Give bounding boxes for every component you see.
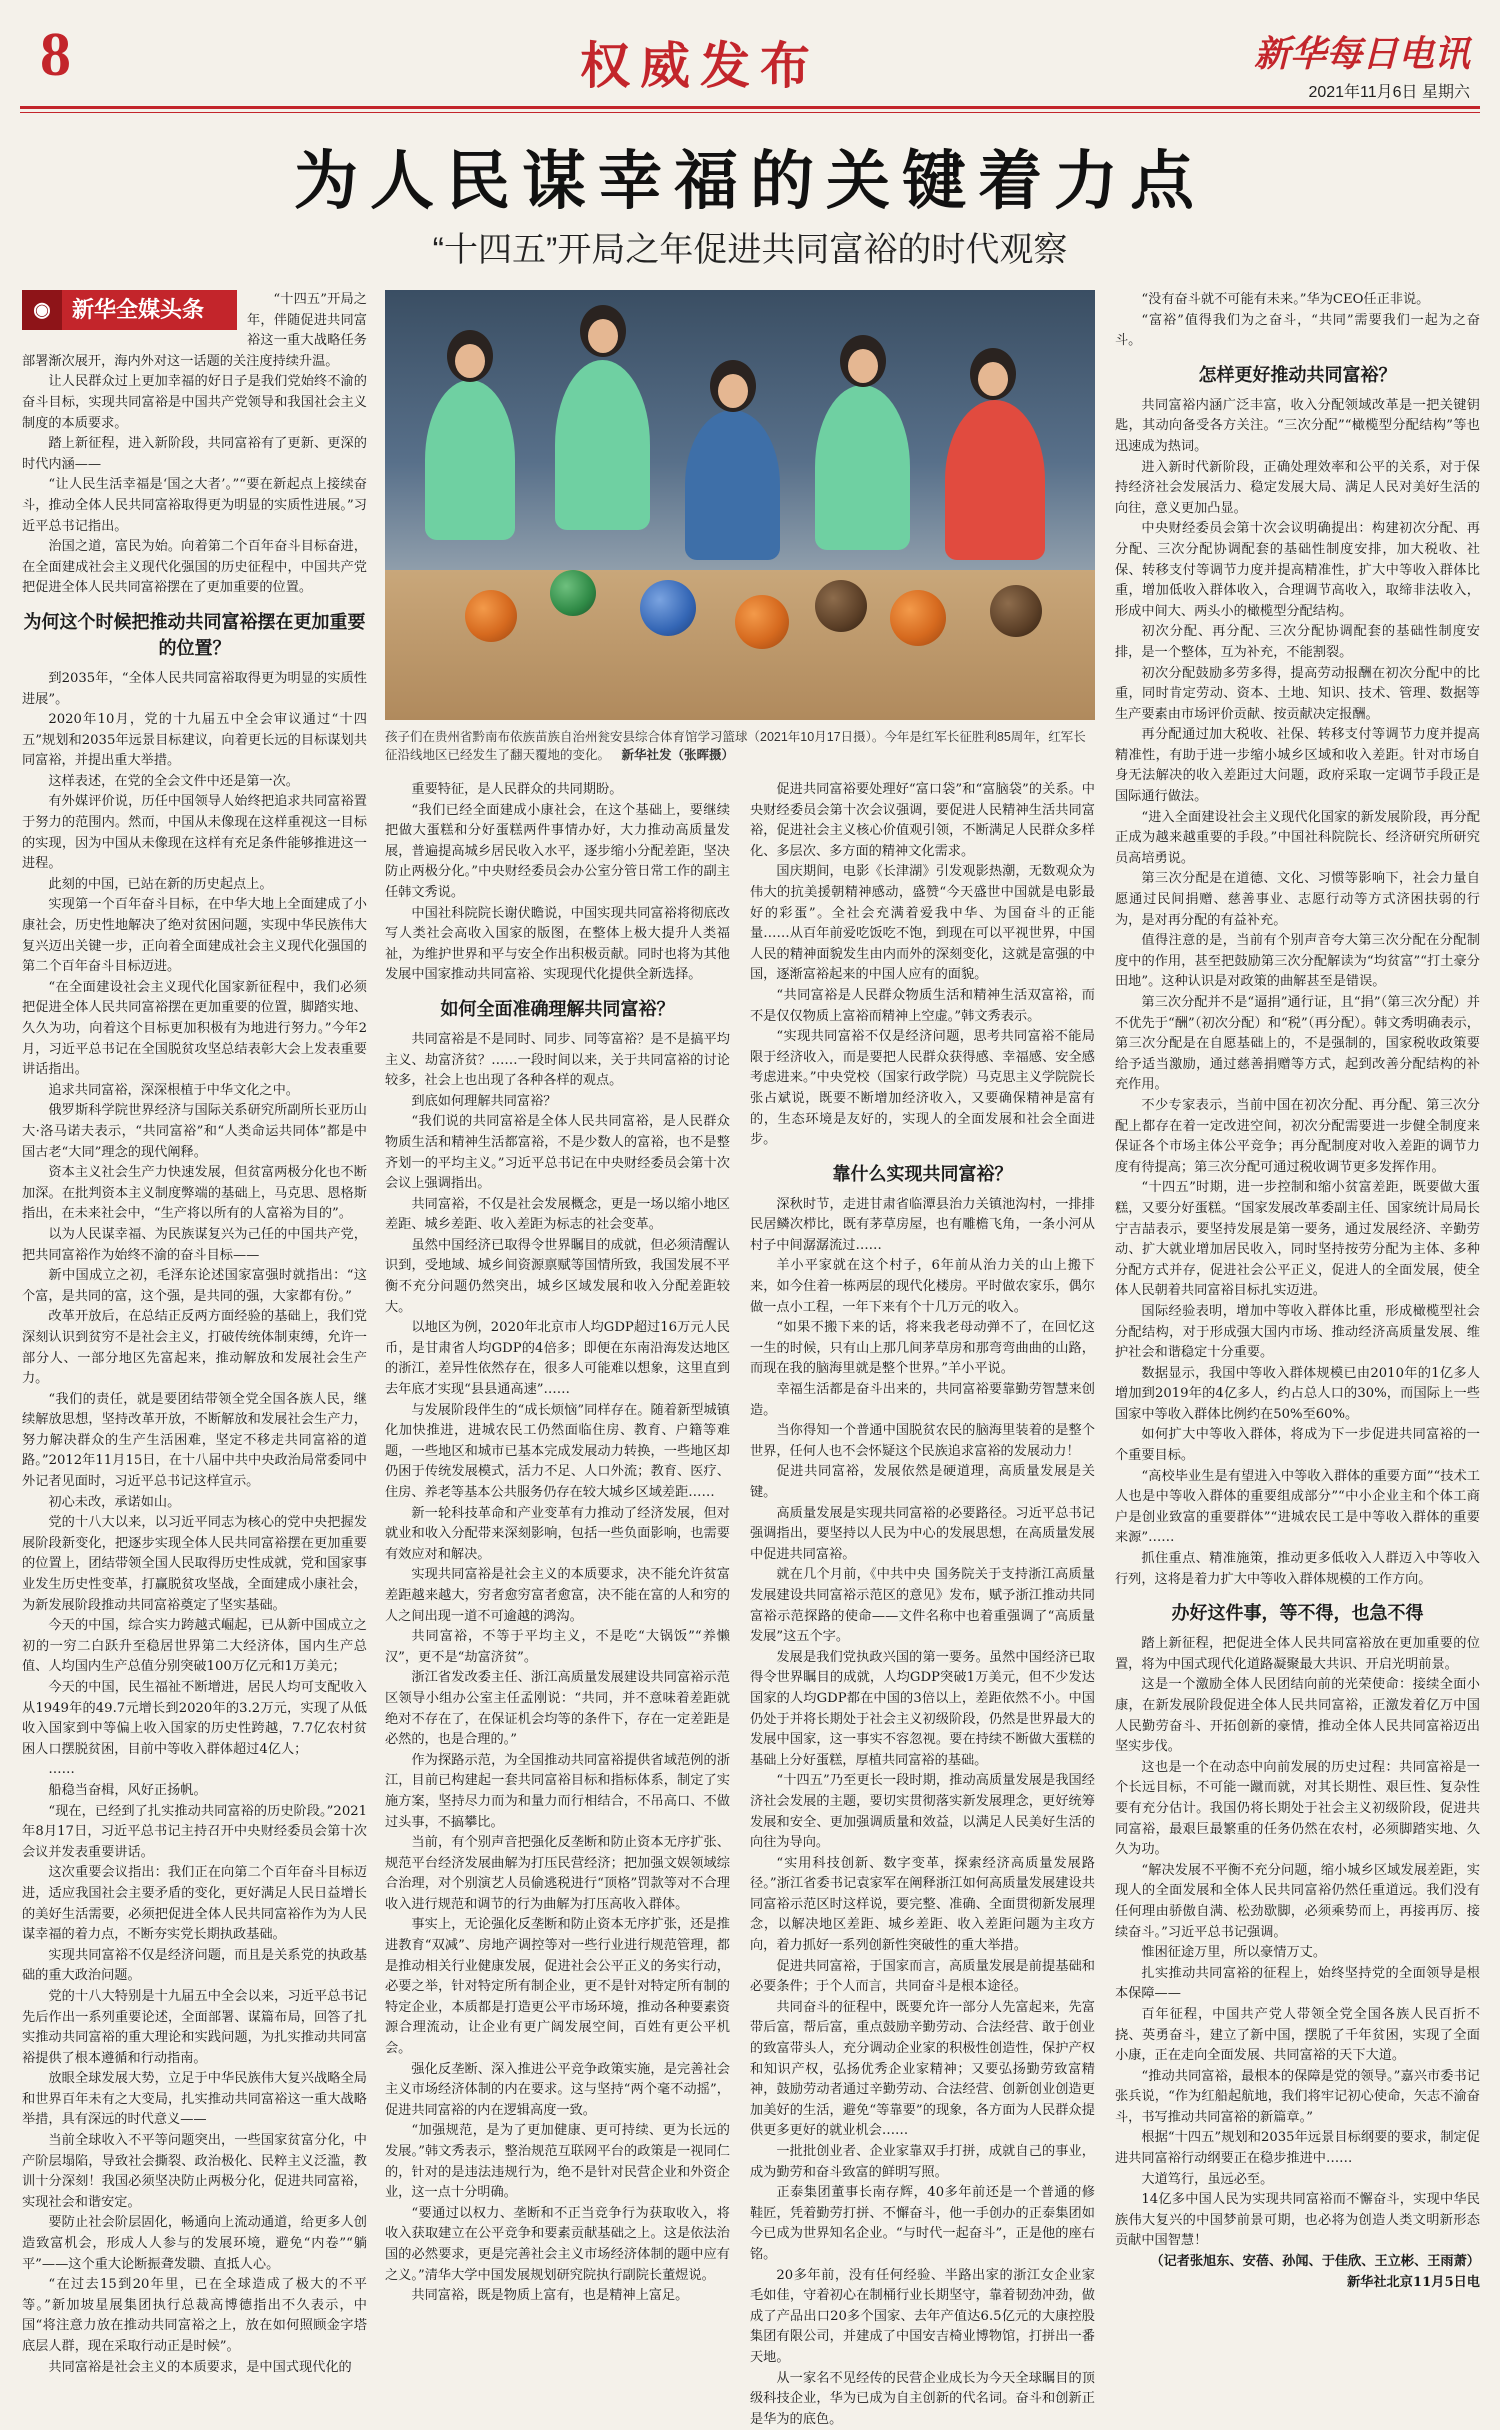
child-head <box>840 335 886 387</box>
paragraph: “如果不搬下来的话，将来我老母动弹不了，在回忆这一生的时候，只有山上那几间茅草房和那弯弯曲曲的山路，而现在我的脑海里就是整个世界。”羊小平说。 <box>750 1320 1095 1377</box>
column-2-body-b <box>385 1030 730 2307</box>
basketball <box>890 590 946 646</box>
paragraph: 治国之道，富民为始。向着第二个百年奋斗目标奋进，在全面建成社会主义现代化强国的历史征程中，中国共产党把促进全体人民共同富裕摆在了更加重要的位置。 <box>22 539 367 596</box>
newspaper-brand: 新华每日电讯 <box>1253 33 1470 75</box>
section-heading-3: 靠什么实现共同富裕？ <box>832 1163 1013 1184</box>
badge-label: 新华全媒头条 <box>72 296 205 322</box>
paragraph: 虽然中国经济已取得令世界瞩目的成就，但必须清醒认识到，受地域、城乡间资源禀赋等国情所致，我国发展不平衡不充分问题仍然突出，城乡区域发展和收入分配差距较大。 <box>385 1237 730 1315</box>
paragraph: “实现共同富裕不仅是经济问题，思考共同富裕不能局限于经济收入，而是要把人民群众获得感、幸福感、安全感考虑进来。”中央党校（国家行政学院）马克思主义学院院长张占斌说，既要不断增加经济收入，又要确保精神是富有的，生态环境是友好的，实现人的全面发展和社会全面进步。 <box>750 1029 1095 1148</box>
column-2 <box>385 780 730 2304</box>
column-1-body <box>22 669 367 2378</box>
paragraph: 这是一个激励全体人民团结向前的光荣使命：接续全面小康，在新发展阶段促进全体人民共同富裕，正激发着亿万中国人民勤劳奋斗、开拓创新的豪情，推动全体人民共同富裕迈出坚实步伐。 <box>1115 1677 1480 1755</box>
section-heading-1: 为何这个时候把推动共同富裕摆在更加重要的位置？ <box>23 611 366 658</box>
paragraph: 共同富裕，不等于平均主义，不是吃“大锅饭”“养懒汉”，更不是“劫富济贫”。 <box>385 1629 730 1665</box>
basketball <box>640 580 696 636</box>
header-rule-thin <box>20 112 1480 113</box>
section-heading-2: 如何全面准确理解共同富裕？ <box>440 998 675 1019</box>
paragraph: 此刻的中国，已站在新的历史起点上。 <box>48 876 273 892</box>
paragraph: 惟困征途万里，所以豪情万丈。 <box>1141 1945 1327 1961</box>
paragraph: “没有奋斗就不可能有未来。”华为CEO任正非说。 <box>1141 292 1430 307</box>
section-heading-4: 怎样更好推动共同富裕？ <box>1198 364 1397 385</box>
paragraph: 到底如何理解共同富裕？ <box>411 1093 557 1109</box>
paragraph: “富裕”值得我们为之奋斗，“共同”需要我们一起为之奋斗。 <box>1115 312 1480 349</box>
photo-caption <box>385 728 1095 764</box>
paragraph: 浙江省发改委主任、浙江高质量发展建设共同富裕示范区领导小组办公室主任孟刚说：“共同，并不意味着差距就绝对不存在了，在保证机会均等的条件下，存在一定差距是必然的，也是合理的。” <box>385 1670 730 1748</box>
column-4-body-a <box>1115 290 1480 352</box>
paragraph: 共同富裕是社会主义的本质要求，是中国式现代化的 <box>48 2359 352 2375</box>
paragraph: 根据“十四五”规划和2035年远景目标纲要的要求，制定促进共同富裕行动纲要正在稳步推进中…… <box>1115 2130 1480 2167</box>
paragraph: 事实上，无论强化反垄断和防止资本无序扩张，还是推进教育“双减”、房地产调控等对一些行业进行规范管理，都是推动相关行业健康发展，促进社会公平正义的务实行动，必要之举，针对特定所有制企业，更不是针对特定所有制的特定企业，本质都是打造更公平市场环境，推动各种要素资源合理流动，让企业有更广阔发展空间，百姓有更公平机会。 <box>385 1917 730 2057</box>
section-title: 权威发布 <box>580 36 820 95</box>
photo-caption-text: 孩子们在贵州省黔南布依族苗族自治州瓮安县综合体育馆学习篮球（2021年10月17日摄）。今年是红军长征胜利85周年，红军长征沿线地区已经发生了翻天覆地的变化。 <box>385 730 1086 762</box>
paragraph: 踏上新征程，把促进全体人民共同富裕放在更加重要的位置，将为中国式现代化道路凝聚最大共识、开启光明前景。 <box>1115 1636 1480 1672</box>
paragraph: 第三次分配是在道德、文化、习惯等影响下，社会力量自愿通过民间捐赠、慈善事业、志愿行动等方式济困扶弱的行为，是对再分配的有益补充。 <box>1115 871 1480 928</box>
paragraph: 不少专家表示，当前中国在初次分配、再分配、第三次分配上都存在着一定改进空间，初次分配需要进一步健全制度来保证各个市场主体公平竞争；再分配制度对收入差距的调节力度有待提高；第三次分配可通过税收调节更多发挥作用。 <box>1115 1097 1480 1175</box>
column-2-body-a <box>385 780 730 986</box>
child-head <box>710 360 756 412</box>
paragraph: 这也是一个在动态中向前发展的历史过程：共同富裕是一个长远目标，不可能一蹴而就，对其长期性、艰巨性、复杂性要有充分估计。我国仍将长期处于社会主义初级阶段，促进共同富裕，最艰巨最繁重的任务仍然在农村，必须脚踏实地、久久为功。 <box>1115 1759 1480 1858</box>
paragraph: 羊小平家就在这个村子，6年前从治力关的山上搬下来，如今住着一栋两层的现代化楼房。平时做农家乐，偶尔做一点小工程，一年下来有个十几万元的收入。 <box>750 1258 1095 1315</box>
paragraph: “十四五”乃至更长一段时期，推动高质量发展是我国经济社会发展的主题，要切实贯彻落实新发展理念，更好统筹发展和安全、更加强调质量和效益，以满足人民美好生活的向往为导向。 <box>750 1773 1095 1851</box>
paragraph: 扎实推动共同富裕的征程上，始终坚持党的全面领导是根本保障—— <box>1115 1965 1480 2002</box>
child-head <box>970 348 1016 400</box>
photo-credit: 新华社发（张晖摄） <box>621 748 735 762</box>
column-1-intro <box>22 290 367 599</box>
article-dateline: 新华社北京11月5日电 <box>1346 2274 1480 2290</box>
paragraph: 大道笃行，虽远必至。 <box>1141 2171 1274 2187</box>
issue-date: 2021年11月6日 星期六 <box>1308 84 1470 101</box>
header-rule <box>20 106 1480 109</box>
paragraph: 今天的中国，综合实力跨越式崛起，已从新中国成立之初的一穷二白跃升至稳居世界第二大经济体，国内生产总值、人均国内生产总值分别突破100万亿元和1万美元； <box>22 1618 367 1675</box>
basketball <box>990 585 1042 637</box>
paragraph: “让人民生活幸福是‘国之大者’。”“要在新起点上接续奋斗，推动全体人民共同富裕取得更为明显的实质性进展。”习近平总书记指出。 <box>22 477 367 534</box>
paragraph: 就在几个月前，《中共中央 国务院关于支持浙江高质量发展建设共同富裕示范区的意见》发布，赋予浙江推动共同富裕示范探路的使命——文件名称中也着重强调了“高质量发展”这五个字。 <box>750 1567 1095 1645</box>
child-player <box>815 385 910 550</box>
paragraph: 以为人民谋幸福、为民族谋复兴为己任的中国共产党，把共同富裕作为始终不渝的奋斗目标—— <box>22 1226 367 1263</box>
paragraph: 幸福生活都是奋斗出来的，共同富裕要靠勤劳智慧来创造。 <box>750 1382 1095 1418</box>
paragraph: “实用科技创新、数字变革，探索经济高质量发展路径。”浙江省委书记袁家军在阐释浙江如何高质量发展建设共同富裕示范区时这样说，要完整、准确、全面贯彻新发展理念，以解决地区差距、城乡差距、收入差距问题为主攻方向，着力抓好一系列创新性突破性的重大举措。 <box>750 1855 1095 1954</box>
page-header <box>20 12 1480 104</box>
paragraph: “加强规范，是为了更加健康、更可持续、更为长远的发展。”韩文秀表示，整治规范互联网平台的政策是一视同仁的，针对的是违法违规行为，绝不是针对民营企业和外资企业，这一点十分明确。 <box>385 2123 730 2201</box>
child-player <box>555 360 650 530</box>
child-player <box>425 380 515 540</box>
section-heading-5: 办好这件事，等不得，也急不得 <box>1171 1603 1424 1624</box>
paragraph: 船稳当奋楫，风好正扬帆。 <box>48 1782 207 1798</box>
paragraph: 国际经验表明，增加中等收入群体比重，形成橄榄型社会分配结构，对于形成强大国内市场、推动经济高质量发展、维护社会和谐稳定十分重要。 <box>1115 1303 1480 1361</box>
paragraph: 党的十八大以来，以习近平同志为核心的党中央把握发展阶段新变化，把逐步实现全体人民共同富裕摆在更加重要的位置上，团结带领全国人民取得历史性成就，党和国家事业发生历史性变革，打赢脱贫攻坚战，全面建成小康社会，为新发展阶段推动共同富裕奠定了坚实基础。 <box>22 1515 367 1613</box>
paragraph: 到2035年，“全体人民共同富裕取得更为明显的实质性进展”。 <box>22 670 367 707</box>
paragraph: 百年征程，中国共产党人带领全党全国各族人民百折不挠、英勇奋斗，建立了新中国，摆脱了千年贫困，实现了全面小康，正在走向全面发展、共同富裕的天下大道。 <box>1115 2006 1480 2064</box>
paragraph: 进入新时代新阶段，正确处理效率和公平的关系，对于保持经济社会发展活力、稳定发展大局、满足人民对美好生活的向往，意义更加凸显。 <box>1115 459 1480 516</box>
paragraph: “在全面建设社会主义现代化国家新征程中，我们必须把促进全体人民共同富裕摆在更加重要的位置，脚踏实地、久久为功，向着这个目标更加积极有为地进行努力。”今年2月，习近平总书记在全国脱贫攻坚总结表彰大会上发表重要讲话指出。 <box>22 979 367 1078</box>
paragraph: 一批批创业者、企业家靠双手打拼，成就自己的事业，成为勤劳和奋斗致富的鲜明写照。 <box>750 2144 1095 2180</box>
paragraph: 当你得知一个普通中国脱贫农民的脑海里装着的是整个世界，任何人也不会怀疑这个民族追求富裕的发展动力！ <box>750 1423 1095 1459</box>
paragraph: 共同富裕是不是同时、同步、同等富裕？是不是搞平均主义、劫富济贫？……一段时间以来，关于共同富裕的讨论较多，社会上也出现了各种各样的观点。 <box>385 1031 730 1089</box>
basketball <box>550 570 596 616</box>
paragraph: “共同富裕是人民群众物质生活和精神生活双富裕，而不是仅仅物质上富裕而精神上空虚。”韩文秀表示。 <box>750 987 1095 1024</box>
child-head <box>447 330 493 382</box>
paragraph: “在过去15到20年里，已在全球造成了极大的不平等。”新加坡星展集团执行总裁高博德指出不久表示，中国“将注意力放在推动共同富裕之上，放在如何照顾金字塔底层人群，现在采取行动正是时候”。 <box>22 2277 367 2354</box>
paragraph: 资本主义社会生产力快速发展，但贫富两极分化也不断加深。在批判资本主义制度弊端的基础上，马克思、恩格斯指出，在未来社会中，“生产将以所有的人富裕为目的”。 <box>22 1165 367 1222</box>
paragraph: “十四五”开局之年，伴随促进共同富裕这一重大战略任务部署渐次展开，海内外对这一话题的关注度持续升温。 <box>22 292 367 369</box>
paragraph: 促进共同富裕，发展依然是硬道理，高质量发展是关键。 <box>750 1464 1095 1500</box>
xinhua-logo-icon: ◉ <box>22 290 62 330</box>
column-3-body-b <box>750 1195 1095 2430</box>
column-1 <box>22 290 367 2375</box>
paragraph: 与发展阶段伴生的“成长烦恼”同样存在。随着新型城镇化加快推进，进城农民工仍然面临住房、教育、户籍等难题，一些地区和城市已基本完成发展动力转换，一些地区却仍困于传统发展模式，活力不足、人口外流；教育、医疗、住房、养老等基本公共服务仍存在较大城乡区域差距…… <box>385 1402 730 1500</box>
paragraph: 值得注意的是，当前有个别声音夸大第三次分配在分配制度中的作用，甚至把鼓励第三次分配解读为“均贫富”“打土豪分田地”。这种认识是对政策的曲解甚至是错误。 <box>1115 933 1480 990</box>
paragraph: 这样表述，在党的全会文件中还是第一次。 <box>48 773 299 789</box>
paragraph: 高质量发展是实现共同富裕的必要路径。习近平总书记强调指出，要坚持以人民为中心的发展思想，在高质量发展中促进共同富裕。 <box>750 1505 1095 1562</box>
paragraph: 中央财经委员会第十次会议明确提出：构建初次分配、再分配、三次分配协调配套的基础性制度安排，加大税收、社保、转移支付等调节力度并提高精准性，扩大中等收入群体比重，增加低收入群体收入，合理调节高收入，取缔非法收入，形成中间大、两头小的橄榄型分配结构。 <box>1115 521 1480 619</box>
paragraph: 当前全球收入不平等问题突出，一些国家贫富分化，中产阶层塌陷，导致社会撕裂、政治极化、民粹主义泛滥，教训十分深刻！我国必须坚决防止两极分化，促进共同富裕，实现社会和谐安定。 <box>22 2133 367 2210</box>
paragraph: 抓住重点、精准施策，推动更多低收入人群迈入中等收入行列，这将是着力扩大中等收入群体规模的工作方向。 <box>1115 1551 1480 1587</box>
paragraph: 让人民群众过上更加幸福的好日子是我们党始终不渝的奋斗目标，实现共同富裕是中国共产党领导和我国社会主义制度的本质要求。 <box>22 374 367 431</box>
paragraph: 当前，有个别声音把强化反垄断和防止资本无序扩张、规范平台经济发展曲解为打压民营经济；把加强文娱领域综合治理，对个别演艺人员偷逃税进行“顶格”罚款等对不合理收入进行规范和调节的行为曲解为打压高收入群体。 <box>385 1835 730 1912</box>
paragraph: 俄罗斯科学院世界经济与国际关系研究所副所长亚历山大·洛马诺夫表示，“共同富裕”和“人类命运共同体”都是中国古老“大同”理念的现代阐释。 <box>22 1103 367 1160</box>
paragraph: 中国社科院院长谢伏瞻说，中国实现共同富裕将彻底改写人类社会高收入国家的版图，在整体上极大提升人类福祉，为维护世界和平与安全作出积极贡献。同时也将为其他发展中国家推动共同富裕、实现现代化提供全新选择。 <box>385 905 730 983</box>
paragraph: 初次分配鼓励多劳多得，提高劳动报酬在初次分配中的比重，同时肯定劳动、资本、土地、知识、技术、管理、数据等生产要素由市场评价贡献、按贡献决定报酬。 <box>1115 665 1480 722</box>
paragraph: “解决发展不平衡不充分问题，缩小城乡区域发展差距，实现人的全面发展和全体人民共同富裕仍然任重道远。我们没有任何理由骄傲自满、松劲歇脚，必须乘势而上，再接再厉、接续奋斗。”习近平总书记强调。 <box>1115 1862 1480 1940</box>
paragraph: 作为探路示范，为全国推动共同富裕提供省域范例的浙江，目前已构建起一套共同富裕目标和指标体系，制定了实施方案，坚持尽力而为和量力而行相结合，不吊高口、不做过头事，不搞攀比。 <box>385 1752 730 1830</box>
paragraph: 新一轮科技革命和产业变革有力推动了经济发展，但对就业和收入分配带来深刻影响，包括一些负面影响，也需要有效应对和解决。 <box>385 1505 730 1562</box>
paragraph: “十四五”时期，进一步控制和缩小贫富差距，既要做大蛋糕，又要分好蛋糕。“国家发展改革委副主任、国家统计局局长宁吉喆表示，要坚持发展是第一要务，通过发展经济、辛勤劳动、扩大就业增加居民收入，同时坚持按劳分配为主体、多种分配方式并存，促进社会公平正义，促进人的全面发展，使全体人民朝着共同富裕目标扎实迈进。 <box>1115 1180 1480 1299</box>
paragraph: 发展是我们党执政兴国的第一要务。虽然中国经济已取得令世界瞩目的成就，人均GDP突破1万美元，但不少发达国家的人均GDP都在中国的3倍以上，差距依然不小。中国仍处于并将长期处于社会主义初级阶段，仍然是世界最大的发展中国家，这一事实不容忽视。要在持续不断做大蛋糕的基础上分好蛋糕，厚植共同富裕的基础。 <box>750 1649 1095 1768</box>
paragraph: 实现第一个百年奋斗目标，在中华大地上全面建成了小康社会，历史性地解决了绝对贫困问题，实现中华民族伟大复兴迈出关键一步，正向着全面建成社会主义现代化强国的第二个百年奋斗目标迈进。 <box>22 897 367 975</box>
paragraph: …… <box>48 1762 75 1778</box>
paragraph: 重要特征，是人民群众的共同期盼。 <box>411 782 623 797</box>
paragraph: “我们已经全面建成小康社会，在这个基础上，要继续把做大蛋糕和分好蛋糕两件事情办好，大力推动高质量发展，普遍提高城乡居民收入水平，逐步缩小分配差距，坚决防止两极分化。”中央财经委员会办公室分管日常工作的副主任韩文秀说。 <box>385 802 730 900</box>
paragraph: “高校毕业生是有望进入中等收入群体的重要方面”“技术工人也是中等收入群体的重要组成部分”“中小企业主和个体工商户是创业致富的重要群体”“进城农民工是中等收入群体的重要来源”…… <box>1115 1468 1480 1546</box>
paragraph: “推动共同富裕，最根本的保障是党的领导。”嘉兴市委书记张兵说，“作为红船起航地，我们将牢记初心使命，矢志不渝奋斗，书写推动共同富裕的新篇章。” <box>1115 2068 1480 2125</box>
paragraph: 共同富裕，不仅是社会发展概念，更是一场以缩小地区差距、城乡差距、收入差距为标志的社会变革。 <box>385 1196 730 1233</box>
paragraph: 以地区为例，2020年北京市人均GDP超过16万元人民币，是甘肃省人均GDP的4倍多；即便在东南沿海发达地区的浙江，差异性依然存在，很多人可能难以想象，这里直到去年底才实现“县县通高速”…… <box>385 1320 730 1398</box>
paragraph: 促进共同富裕，于国家而言，高质量发展是前提基础和必要条件；于个人而言，共同奋斗是根本途径。 <box>750 1958 1095 1995</box>
paragraph: “要通过以权力、垄断和不正当竞争行为获取收入，将收入获取建立在公平竞争和要素贡献基础之上。这是依法治国的必然要求，更是完善社会主义市场经济体制的题中应有之义。”清华大学中国发展规划研究院执行副院长董煜说。 <box>385 2205 730 2283</box>
paragraph: 数据显示，我国中等收入群体规模已由2010年的1亿多人增加到2019年的4亿多人，约占总人口的30%，而国际上一些国家中等收入群体比例约在50%至60%。 <box>1115 1365 1480 1422</box>
paragraph: 今天的中国，民生福祉不断增进，居民人均可支配收入从1949年的49.7元增长到2020年的3.2万元，实现了从低收入国家到中等偏上收入国家的历史性跨越，7.7亿农村贫困人口摆脱贫困，目前中等收入群体超过4亿人； <box>22 1680 367 1757</box>
paragraph: 20多年前，没有任何经验、半路出家的浙江女企业家毛如佳，守着初心在制桶行业长期坚守，靠着韧劲冲劲，做成了产品出口20多个国家、去年产值达6.5亿元的大康控股集团有限公司，并建成了中国安吉椅业博物馆，打拼出一番天地。 <box>750 2267 1095 2365</box>
paragraph: 深秋时节，走进甘肃省临潭县治力关镇池沟村，一排排民居鳞次栉比，既有茅草房屋，也有雕檐飞角，一条小河从村子中间潺潺流过…… <box>750 1196 1095 1253</box>
paragraph: 促进共同富裕要处理好“富口袋”和“富脑袋”的关系。中央财经委员会第十次会议强调，要促进人民精神生活共同富裕，促进社会主义核心价值观引领，不断满足人民群众多样化、多层次、多方面的精神文化需求。 <box>750 782 1095 859</box>
paragraph: “我们的责任，就是要团结带领全党全国各族人民，继续解放思想，坚持改革开放，不断解放和发展社会生产力，努力解决群众的生产生活困难，坚定不移走共同富裕的道路。”2012年11月15日，在十八届中共中央政治局常委同中外记者见面时，习近平总书记这样宣示。 <box>22 1391 367 1490</box>
paragraph: 实现共同富裕是社会主义的本质要求，决不能允许贫富差距越来越大，穷者愈穷富者愈富，决不能在富的人和穷的人之间出现一道不可逾越的鸿沟。 <box>385 1567 730 1624</box>
news-photo <box>385 290 1095 720</box>
child-player <box>945 400 1045 560</box>
paragraph: 放眼全球发展大势，立足于中华民族伟大复兴战略全局和世界百年未有之大变局，扎实推动共同富裕这一重大战略举措，具有深远的时代意义—— <box>22 2071 367 2128</box>
paragraph: 新中国成立之初，毛泽东论述国家富强时就指出：“这个富，是共同的富，这个强，是共同的强，大家都有份。” <box>22 1268 367 1304</box>
child-head <box>580 305 626 357</box>
paragraph: 改革开放后，在总结正反两方面经验的基础上，我们党深刻认识到贫穷不是社会主义，打破传统体制束缚，允许一部分人、一部分地区先富起来，推动解放和发展社会生产力。 <box>22 1309 367 1387</box>
paragraph: 初次分配、再分配、三次分配协调配套的基础性制度安排，是一个整体，互为补充，不能割裂。 <box>1115 624 1480 660</box>
paragraph: “我们说的共同富裕是全体人民共同富裕，是人民群众物质生活和精神生活都富裕，不是少数人的富裕，也不是整齐划一的平均主义。”习近平总书记在中央财经委员会第十次会议上强调指出。 <box>385 1114 730 1192</box>
paragraph: 如何扩大中等收入群体，将成为下一步促进共同富裕的一个重要目标。 <box>1115 1427 1480 1464</box>
column-3 <box>750 780 1095 2427</box>
paragraph: “现在，已经到了扎实推动共同富裕的历史阶段。”2021年8月17日，习近平总书记主持召开中央财经委员会第十次会议并发表重要讲话。 <box>22 1803 367 1860</box>
paragraph: 要防止社会阶层固化，畅通向上流动通道，给更多人创造致富机会，形成人人参与的发展环境，避免“内卷”“躺平”——这个重大论断振聋发聩、直抵人心。 <box>22 2215 367 2272</box>
paragraph: 正泰集团董事长南存辉，40多年前还是一个普通的修鞋匠，凭着勤劳打拼、不懈奋斗，他一手创办的正泰集团如今已成为世界知名企业。“与时代一起奋斗”，正是他的座右铭。 <box>750 2185 1095 2262</box>
basketball <box>465 590 517 642</box>
paragraph: 共同富裕内涵广泛丰富，收入分配领域改革是一把关键钥匙，其动向备受各方关注。“三次分配”“橄榄型分配结构”等也迅速成为热词。 <box>1115 397 1480 454</box>
paragraph: 国庆期间，电影《长津湖》引发观影热潮，无数观众为伟大的抗美援朝精神感动，盛赞“今天盛世中国就是电影最好的彩蛋”。全社会充满着爱我中华、为国奋斗的正能量……从百年前爱吃饭吃不饱，到现在可以平视世界，中国人民的精神面貌发生由内而外的深刻变化，这就是富强的中国，逐渐富裕起来的中国人应有的面貌。 <box>750 864 1095 983</box>
article-subtitle: “十四五”开局之年促进共同富裕的时代观察 <box>432 231 1068 269</box>
column-4-body-c <box>1115 1634 1480 2252</box>
paragraph: 党的十八大特别是十九届五中全会以来，习近平总书记先后作出一系列重要论述，全面部署、谋篇布局，回答了扎实推动共同富裕的重大理论和实践问题，为扎实推动共同富裕提供了根本遵循和行动指南。 <box>22 1988 367 2066</box>
masthead <box>1254 26 1470 102</box>
paragraph: 有外媒评价说，历任中国领导人始终把追求共同富裕置于努力的范围内。然而，中国从未像现在这样重视这一目标的实现，因为中国从未像现在这样有充足条件能够推进这一进程。 <box>22 794 367 872</box>
column-3-body-a <box>750 780 1095 1151</box>
child-player <box>685 410 780 560</box>
paragraph: 第三次分配并不是“逼捐”通行证，且“捐”（第三次分配）并不优先于“酬”（初次分配）和“税”（再分配）。韩文秀明确表示，第三次分配是在自愿基础上的，不是强制的，国家税收政策要给予适当激励，通过慈善捐赠等方式，起到改善分配结构的补充作用。 <box>1115 995 1480 1093</box>
paragraph: 共同奋斗的征程中，既要允许一部分人先富起来，先富带后富，帮后富，重点鼓励辛勤劳动、合法经营、敢于创业的致富带头人，充分调动企业家的积极性创造性，保护产权和知识产权，弘扬优秀企业家精神；又要弘扬勤劳致富精神，鼓励劳动者通过辛勤劳动、合法经营、创新创业创造更加美好的生活，避免“等靠要”的现象，各方面为人民群众提供更多更好的就业机会…… <box>750 1999 1095 2139</box>
paragraph: 强化反垄断、深入推进公平竞争政策实施，是完善社会主义市场经济体制的内在要求。这与坚持“两个毫不动摇”，促进共同富裕的内在逻辑高度一致。 <box>385 2061 730 2118</box>
paragraph: 从一家名不见经传的民营企业成长为今天全球瞩目的顶级科技企业，华为已成为自主创新的代名词。奋斗和创新正是华为的底色。 <box>750 2370 1095 2427</box>
paragraph: 14亿多中国人民为实现共同富裕而不懈奋斗，实现中华民族伟大复兴的中国梦前景可期，也必将为创造人类文明新形态贡献中国智慧！ <box>1115 2192 1480 2249</box>
xinhua-badge <box>22 290 237 330</box>
page-number: 8 <box>40 21 71 89</box>
column-4 <box>1115 290 1480 2290</box>
paragraph: 踏上新征程，进入新阶段，共同富裕有了更新、更深的时代内涵—— <box>22 436 367 472</box>
paragraph: 2020年10月，党的十九届五中全会审议通过“十四五”规划和2035年远景目标建议，向着更长远的目标谋划共同富裕，并提出重大举措。 <box>22 712 367 769</box>
paragraph: 再分配通过加大税收、社保、转移支付等调节力度并提高精准性，有助于进一步缩小城乡区域和收入差距。针对市场自身无法解决的收入差距过大问题，政府采取一定调节手段正是国际通行做法。 <box>1115 727 1480 805</box>
paragraph: 这次重要会议指出：我们正在向第二个百年奋斗目标迈进，适应我国社会主要矛盾的变化，更好满足人民日益增长的美好生活需要，必须把促进全体人民共同富裕作为为人民谋幸福的着力点，不断夯实党长期执政基础。 <box>22 1865 367 1943</box>
column-4-body-b <box>1115 396 1480 1590</box>
paragraph: 实现共同富裕不仅是经济问题，而且是关系党的执政基础的重大政治问题。 <box>22 1947 367 1984</box>
article-headline: 为人民谋幸福的关键着力点 <box>294 144 1206 219</box>
basketball <box>735 595 789 649</box>
paragraph: “进入全面建设社会主义现代化国家的新发展阶段，再分配正成为越来越重要的手段。”中国社科院院长、经济研究所研究员高培勇说。 <box>1115 809 1480 866</box>
paragraph: 初心未改，承诺如山。 <box>48 1494 181 1510</box>
paragraph: 共同富裕，既是物质上富有，也是精神上富足。 <box>411 2288 689 2304</box>
article-byline: （记者张旭东、安蓓、孙闻、于佳欣、王立彬、王雨萧） <box>1150 2254 1480 2270</box>
paragraph: 追求共同富裕，深深根植于中华文化之中。 <box>48 1082 299 1098</box>
basketball <box>815 580 867 632</box>
